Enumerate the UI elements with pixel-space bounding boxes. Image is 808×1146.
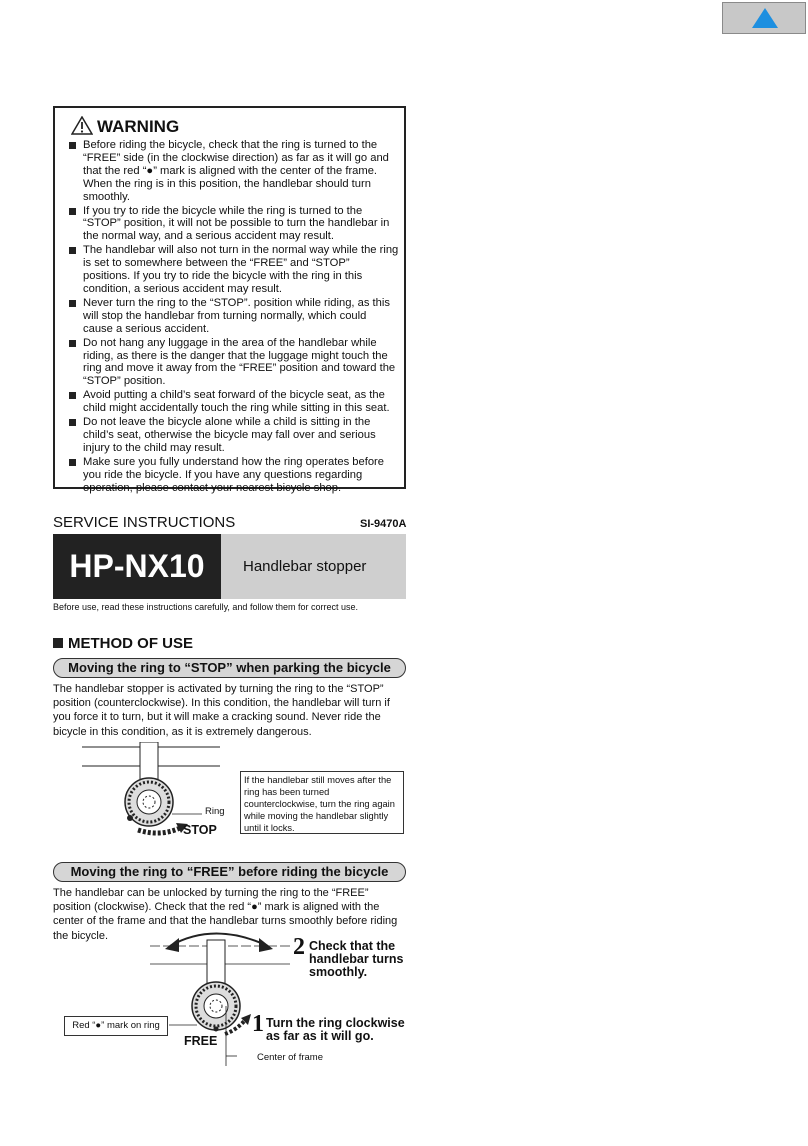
- step-2-number: 2: [293, 934, 305, 960]
- free-label: FREE: [184, 1034, 218, 1048]
- warning-title-text: WARNING: [97, 117, 180, 136]
- scroll-up-button[interactable]: [722, 2, 806, 34]
- free-diagram: [145, 926, 295, 1066]
- before-use-note: Before use, read these instructions carefully, and follow them for correct use.: [53, 602, 358, 612]
- warning-item: The handlebar will also not turn in the normal way while the ring is set to somewhere between the “FREE” and “STOP” positions. If you try to ride the bicycle with the ring in this condition, a serious accident may result.: [69, 244, 399, 296]
- warning-box: [53, 106, 406, 494]
- warning-list: [69, 139, 399, 495]
- product-name: Handlebar stopper: [221, 534, 406, 599]
- step-1-text: Turn the ring clockwise as far as it will go.: [266, 1016, 405, 1043]
- ring-gear-free: [192, 982, 240, 1032]
- free-section-heading: Moving the ring to “FREE” before riding the bicycle: [53, 862, 406, 882]
- red-mark-label: Red “●” mark on ring: [64, 1016, 168, 1036]
- warning-item: Make sure you fully understand how the ring operates before you ride the bicycle. If you have any questions regarding operation, please contact your nearest bicycle shop.: [69, 456, 399, 495]
- center-of-frame-label: Center of frame: [257, 1052, 323, 1063]
- up-triangle-icon: [752, 8, 778, 28]
- stop-section-text: The handlebar stopper is activated by turning the ring to the “STOP” position (counterclockwise). In this condition, the handlebar will turn if you force it to turn, but it will make a cracking sound. Never ride the bicycle in this condition, as it is extremely dangerous.: [53, 683, 390, 738]
- warning-item: If you try to ride the bicycle while the ring is turned to the “STOP” position, it will not be possible to turn the handlebar in the normal way, and a serious accident may result.: [69, 205, 399, 244]
- warning-item: Avoid putting a child’s seat forward of the bicycle seat, as the child might accidentally touch the ring while sitting in this seat.: [69, 389, 399, 415]
- model-name: HP-NX10: [53, 534, 221, 599]
- ring-gear: [125, 778, 173, 826]
- stop-note-box: If the handlebar still moves after the ring has been turned counterclockwise, turn the ring again while moving the handlebar slightly until it locks.: [240, 771, 404, 834]
- warning-item: Before riding the bicycle, check that the ring is turned to the “FREE” side (in the clockwise direction) as far as it will go and that the red “●” mark is aligned with the center of the frame. When the ring is in this position, the handlebar should turn smoothly.: [69, 139, 399, 204]
- warning-item: Never turn the ring to the “STOP”. position while riding, as this will stop the handlebar from turning normally, which could cause a serious accident.: [69, 297, 399, 336]
- warning-triangle-icon: [71, 116, 93, 135]
- stop-label: STOP: [183, 823, 217, 837]
- method-title: METHOD OF USE: [53, 635, 193, 652]
- ring-label: Ring: [205, 806, 225, 817]
- warning-item: Do not hang any luggage in the area of the handlebar while riding, as there is the danger that the luggage might touch the ring and move it away from the “FREE” position and toward the “STOP” position.: [69, 337, 399, 389]
- step-2-text: Check that the handlebar turns smoothly.: [309, 939, 404, 979]
- step-1-number: 1: [252, 1011, 264, 1037]
- service-instructions-heading: SERVICE INSTRUCTIONS: [53, 514, 236, 531]
- free-section-text: The handlebar can be unlocked by turning the ring to the “FREE” position (clockwise). Check that the red “●” mark is aligned with the center of the frame and that the handlebar turns smoothly before riding the bicycle.: [53, 887, 398, 942]
- stop-section-heading: Moving the ring to “STOP” when parking the bicycle: [53, 658, 406, 678]
- doc-code: SI-9470A: [360, 518, 407, 530]
- warning-title: [71, 116, 179, 137]
- warning-item: Do not leave the bicycle alone while a child is sitting in the child’s seat, otherwise the bicycle may fall over and serious injury to the child may result.: [69, 416, 399, 455]
